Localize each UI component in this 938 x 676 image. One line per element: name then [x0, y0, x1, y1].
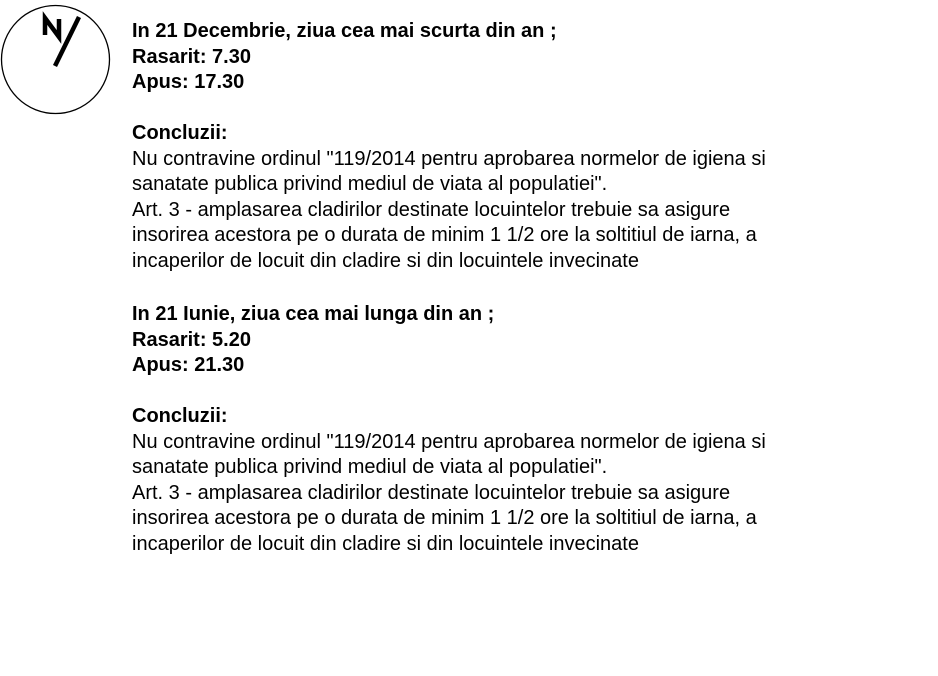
december-conclusion-line: incaperilor de locuit din cladire si din locuintele invecinate: [132, 249, 639, 272]
december-heading: In 21 Decembrie, ziua cea mai scurta din an ;: [132, 20, 557, 42]
june-conclusion-line: Nu contravine ordinul "119/2014 pentru aprobarea normelor de igiena si: [132, 430, 766, 453]
june-conclusion-line: Art. 3 - amplasarea cladirilor destinate locuintelor trebuie sa asigure: [132, 481, 731, 504]
december-sunrise: Rasarit: 7.30: [132, 45, 251, 68]
december-conclusion-line: Nu contravine ordinul "119/2014 pentru aprobarea normelor de igiena si: [132, 147, 766, 170]
june-section: [132, 302, 922, 557]
june-conclusion-line: incaperilor de locuit din cladire si din locuintele invecinate: [132, 532, 639, 555]
december-sunset: Apus: 17.30: [132, 71, 245, 93]
december-conclusions-heading: Concluzii:: [132, 122, 228, 144]
june-conclusion-line: insorirea acestora pe o durata de minim 1 1/2 ore la soltitiul de iarna, a: [132, 507, 757, 529]
june-conclusions-heading: Concluzii:: [132, 405, 228, 427]
december-section: [132, 19, 922, 274]
june-sunrise: Rasarit: 5.20: [132, 328, 251, 351]
december-conclusion-line: Art. 3 - amplasarea cladirilor destinate locuintelor trebuie sa asigure: [132, 198, 731, 221]
june-sunset: Apus: 21.30: [132, 354, 245, 376]
december-conclusion-line: sanatate publica privind mediul de viata al populatiei".: [132, 173, 608, 195]
june-conclusion-line: sanatate publica privind mediul de viata al populatiei".: [132, 456, 608, 478]
december-conclusion-line: insorirea acestora pe o durata de minim 1 1/2 ore la soltitiul de iarna, a: [132, 224, 757, 246]
june-heading: In 21 Iunie, ziua cea mai lunga din an ;: [132, 303, 495, 325]
document-body: [132, 19, 922, 557]
north-arrow-icon: [0, 4, 111, 115]
